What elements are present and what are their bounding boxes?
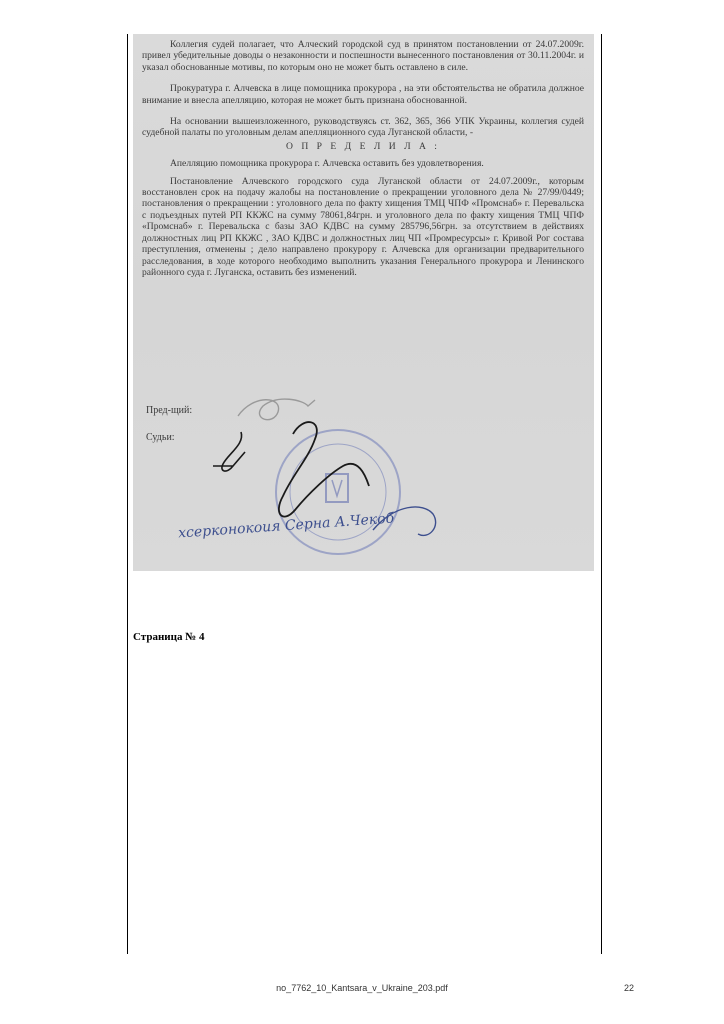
paragraph-prosecutor: Прокуратура г. Алчевска в лице помощника прокурора , на эти обстоятельства не обратила должное внимание и внесла апелляцию, которая не может быть признана обоснованной. <box>142 83 584 106</box>
chair-label: Пред-щий: <box>146 405 193 416</box>
judge-signature-2 <box>279 422 369 517</box>
handwritten-certification: хсерконокоия Серна А.Чекоб <box>177 510 395 542</box>
paragraph-grounds: На основании вышеизложенного, руководствуясь ст. 362, 365, 366 УПК Украины, коллегия судей судебной палаты по уголовным делам апелляционного суда Луганской области, - <box>142 116 584 139</box>
chair-signature <box>238 399 315 420</box>
judge-signature-1 <box>213 432 245 471</box>
ruling-heading: О П Р Е Д Е Л И Л А : <box>286 140 440 152</box>
page-label: Страница № 4 <box>133 631 205 643</box>
paragraph-appeal-dismissed: Апелляцию помощника прокурора г. Алчевска оставить без удовлетворения. <box>170 158 484 170</box>
paragraph-panel-opinion: Коллегия судей полагает, что Алческий городской суд в принятом постановлении от 24.07.2009г. привел убедительные доводы о незаконности и поспешности вынесенного постановления от 30.11.2004г. и указал обоснованные мотивы, по которым оно не может быть оставлено в силе. <box>142 39 584 73</box>
right-border-line <box>601 34 602 954</box>
signatures-and-stamp <box>133 34 594 571</box>
footer-filename: no_7762_10_Kantsara_v_Ukraine_203.pdf <box>276 983 448 993</box>
scanned-page-image <box>133 34 594 571</box>
paragraph-resolution: Постановление Алчевского городского суда Луганской области от 24.07.2009г., которым восстановлен срок на подачу жалобы на постановление о прекращении уголовного дела № 27/99/0449; постановления о прекращении : уголовного дела по факту хищения ТМЦ ЧПФ «Промснаб» г. Перевальска с подъездных путей РП ККЖС на сумму 78061,84грн. и уголовного дела по факту хищения ТМЦ ЧПФ «Промснаб» г. Перевальска с базы ЗАО КДВС на сумму 285796,56грн. за отсутствием в действиях должностных лиц РП ККЖС , ЗАО КДВС и должностных лиц ЧП «Промресурсы» г. Кривой Рог состава преступления, отменены ; дело направлено прокурору г. Алчевска для организации предварительного расследования, в ходе которого необходимо выполнить указания Генерального прокурора и Ленинского районного суда г. Луганска, оставить без изменений. <box>142 175 584 278</box>
left-border-line <box>127 34 128 954</box>
court-seal <box>276 430 400 554</box>
judges-label: Судьи: <box>146 432 175 443</box>
footer-page-number: 22 <box>624 983 635 993</box>
